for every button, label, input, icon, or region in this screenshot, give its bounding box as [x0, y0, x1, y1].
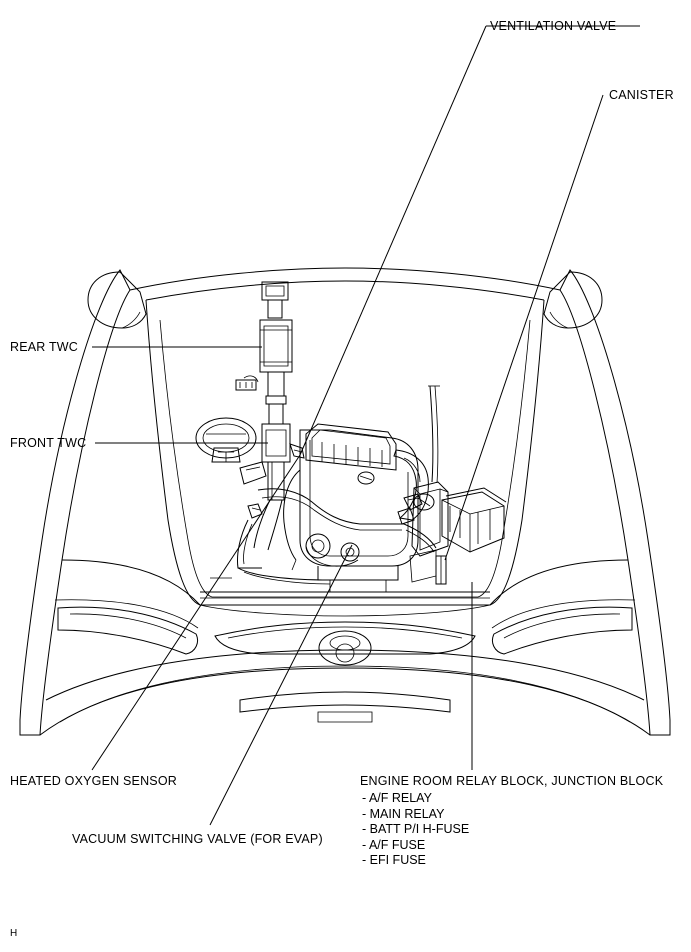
label-ventilation-valve: VENTILATION VALVE: [490, 19, 617, 33]
label-engine-room-relay-block: ENGINE ROOM RELAY BLOCK, JUNCTION BLOCK: [360, 774, 664, 788]
relay-block-item: - A/F RELAY: [362, 791, 432, 805]
relay-block-item-list: [362, 791, 469, 869]
relay-block-item: - EFI FUSE: [362, 853, 426, 868]
engine-assembly: [258, 424, 434, 592]
label-heated-oxygen-sensor: HEATED OXYGEN SENSOR: [10, 774, 177, 788]
exhaust-system: [236, 282, 304, 550]
relay-block-item: - BATT P/I H-FUSE: [362, 822, 470, 837]
label-canister: CANISTER: [609, 88, 674, 102]
label-rear-twc: REAR TWC: [10, 340, 79, 354]
vehicle-body-outline: [20, 268, 670, 735]
relay-block-item: - A/F FUSE: [362, 837, 426, 852]
page-mark: H: [10, 928, 18, 939]
relay-block-item: - MAIN RELAY: [362, 806, 445, 821]
label-vacuum-switching-valve: VACUUM SWITCHING VALVE (FOR EVAP): [72, 832, 323, 846]
label-front-twc: FRONT TWC: [10, 436, 87, 450]
